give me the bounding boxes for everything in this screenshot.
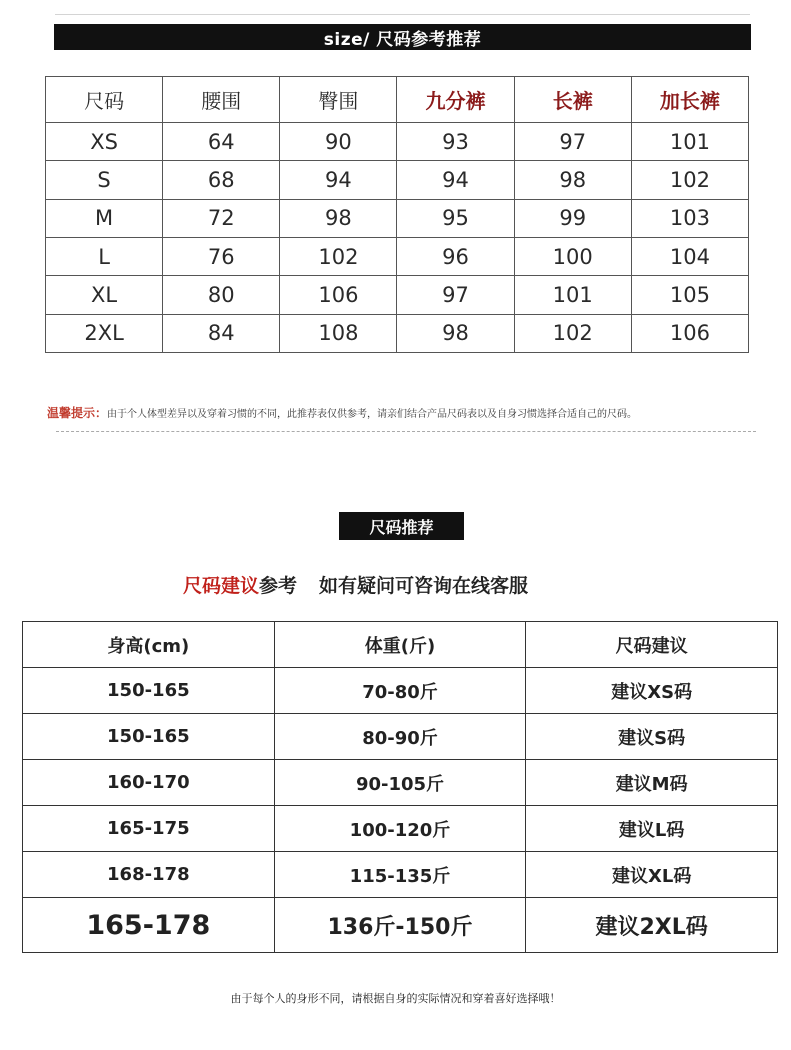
recommend-title: 尺码推荐 [339, 512, 464, 540]
table-row [46, 199, 749, 237]
header-size: 尺码 [46, 77, 163, 123]
warm-tip [47, 404, 767, 421]
subtitle-contact-text: 如有疑问可咨询在线客服 [319, 575, 529, 597]
cell-weight: 100-120斤 [274, 806, 526, 852]
cell-long-pants: 97 [514, 123, 631, 161]
cell-weight: 90-105斤 [274, 760, 526, 806]
cell-ninth-pants: 97 [397, 276, 514, 314]
cell-size-advice: 建议S码 [526, 714, 778, 760]
size-recommend-table [22, 621, 778, 953]
cell-long-pants: 102 [514, 314, 631, 352]
header-waist: 腰围 [163, 77, 280, 123]
cell-ninth-pants: 93 [397, 123, 514, 161]
cell-size-advice: 建议L码 [526, 806, 778, 852]
table-row [23, 852, 778, 898]
cell-height: 150-165 [23, 714, 275, 760]
header-extra-long-pants: 加长裤 [631, 77, 748, 123]
cell-size: 2XL [46, 314, 163, 352]
cell-extra-long-pants: 105 [631, 276, 748, 314]
cell-long-pants: 100 [514, 237, 631, 275]
cell-weight: 136斤-150斤 [274, 898, 526, 953]
cell-extra-long-pants: 106 [631, 314, 748, 352]
size-chart-title: size/ 尺码参考推荐 [54, 24, 751, 50]
table-header-row [46, 77, 749, 123]
cell-size-advice: 建议XL码 [526, 852, 778, 898]
table-row [23, 714, 778, 760]
cell-size: L [46, 237, 163, 275]
warm-tip-text: 由于个人体型差异以及穿着习惯的不同，此推荐表仅供参考，请亲们结合产品尺码表以及自身习惯选择合适自己的尺码。 [107, 409, 638, 420]
top-divider [55, 14, 750, 15]
cell-size: M [46, 199, 163, 237]
footer-note: 由于每个人的身形不同，请根据自身的实际情况和穿着喜好选择哦！ [230, 992, 561, 1005]
cell-extra-long-pants: 103 [631, 199, 748, 237]
table-row [23, 760, 778, 806]
cell-weight: 80-90斤 [274, 714, 526, 760]
cell-size-advice: 建议XS码 [526, 668, 778, 714]
cell-height: 165-175 [23, 806, 275, 852]
cell-waist: 72 [163, 199, 280, 237]
cell-hip: 98 [280, 199, 397, 237]
cell-height: 168-178 [23, 852, 275, 898]
header-weight: 体重(斤) [274, 622, 526, 668]
header-hip: 臀围 [280, 77, 397, 123]
table-row [46, 237, 749, 275]
cell-size-advice: 建议M码 [526, 760, 778, 806]
table-row [23, 806, 778, 852]
cell-hip: 108 [280, 314, 397, 352]
cell-size: XL [46, 276, 163, 314]
cell-weight: 70-80斤 [274, 668, 526, 714]
cell-ninth-pants: 96 [397, 237, 514, 275]
table-row [46, 161, 749, 199]
cell-extra-long-pants: 102 [631, 161, 748, 199]
cell-size: XS [46, 123, 163, 161]
table-row [46, 123, 749, 161]
cell-waist: 76 [163, 237, 280, 275]
table-row [46, 314, 749, 352]
cell-height: 160-170 [23, 760, 275, 806]
cell-hip: 90 [280, 123, 397, 161]
header-ninth-pants: 九分裤 [397, 77, 514, 123]
cell-ninth-pants: 94 [397, 161, 514, 199]
cell-extra-long-pants: 104 [631, 237, 748, 275]
cell-waist: 84 [163, 314, 280, 352]
subtitle-black-text: 参考 [259, 575, 298, 597]
cell-height: 150-165 [23, 668, 275, 714]
header-long-pants: 长裤 [514, 77, 631, 123]
cell-long-pants: 98 [514, 161, 631, 199]
cell-waist: 68 [163, 161, 280, 199]
table-row [23, 898, 778, 953]
cell-size: S [46, 161, 163, 199]
cell-long-pants: 101 [514, 276, 631, 314]
cell-weight: 115-135斤 [274, 852, 526, 898]
table-row [23, 668, 778, 714]
dotted-divider [56, 431, 756, 432]
header-size-advice: 尺码建议 [526, 622, 778, 668]
cell-hip: 94 [280, 161, 397, 199]
cell-waist: 64 [163, 123, 280, 161]
warm-tip-label: 温馨提示： [47, 406, 108, 420]
table-row [46, 276, 749, 314]
recommend-subtitle [183, 571, 663, 598]
cell-size-advice: 建议2XL码 [526, 898, 778, 953]
cell-ninth-pants: 98 [397, 314, 514, 352]
subtitle-red-text: 尺码建议 [183, 575, 260, 597]
cell-hip: 106 [280, 276, 397, 314]
cell-long-pants: 99 [514, 199, 631, 237]
cell-extra-long-pants: 101 [631, 123, 748, 161]
cell-hip: 102 [280, 237, 397, 275]
size-chart-table [45, 76, 749, 353]
header-height: 身高(cm) [23, 622, 275, 668]
cell-height: 165-178 [23, 898, 275, 953]
cell-waist: 80 [163, 276, 280, 314]
cell-ninth-pants: 95 [397, 199, 514, 237]
table-header-row [23, 622, 778, 668]
